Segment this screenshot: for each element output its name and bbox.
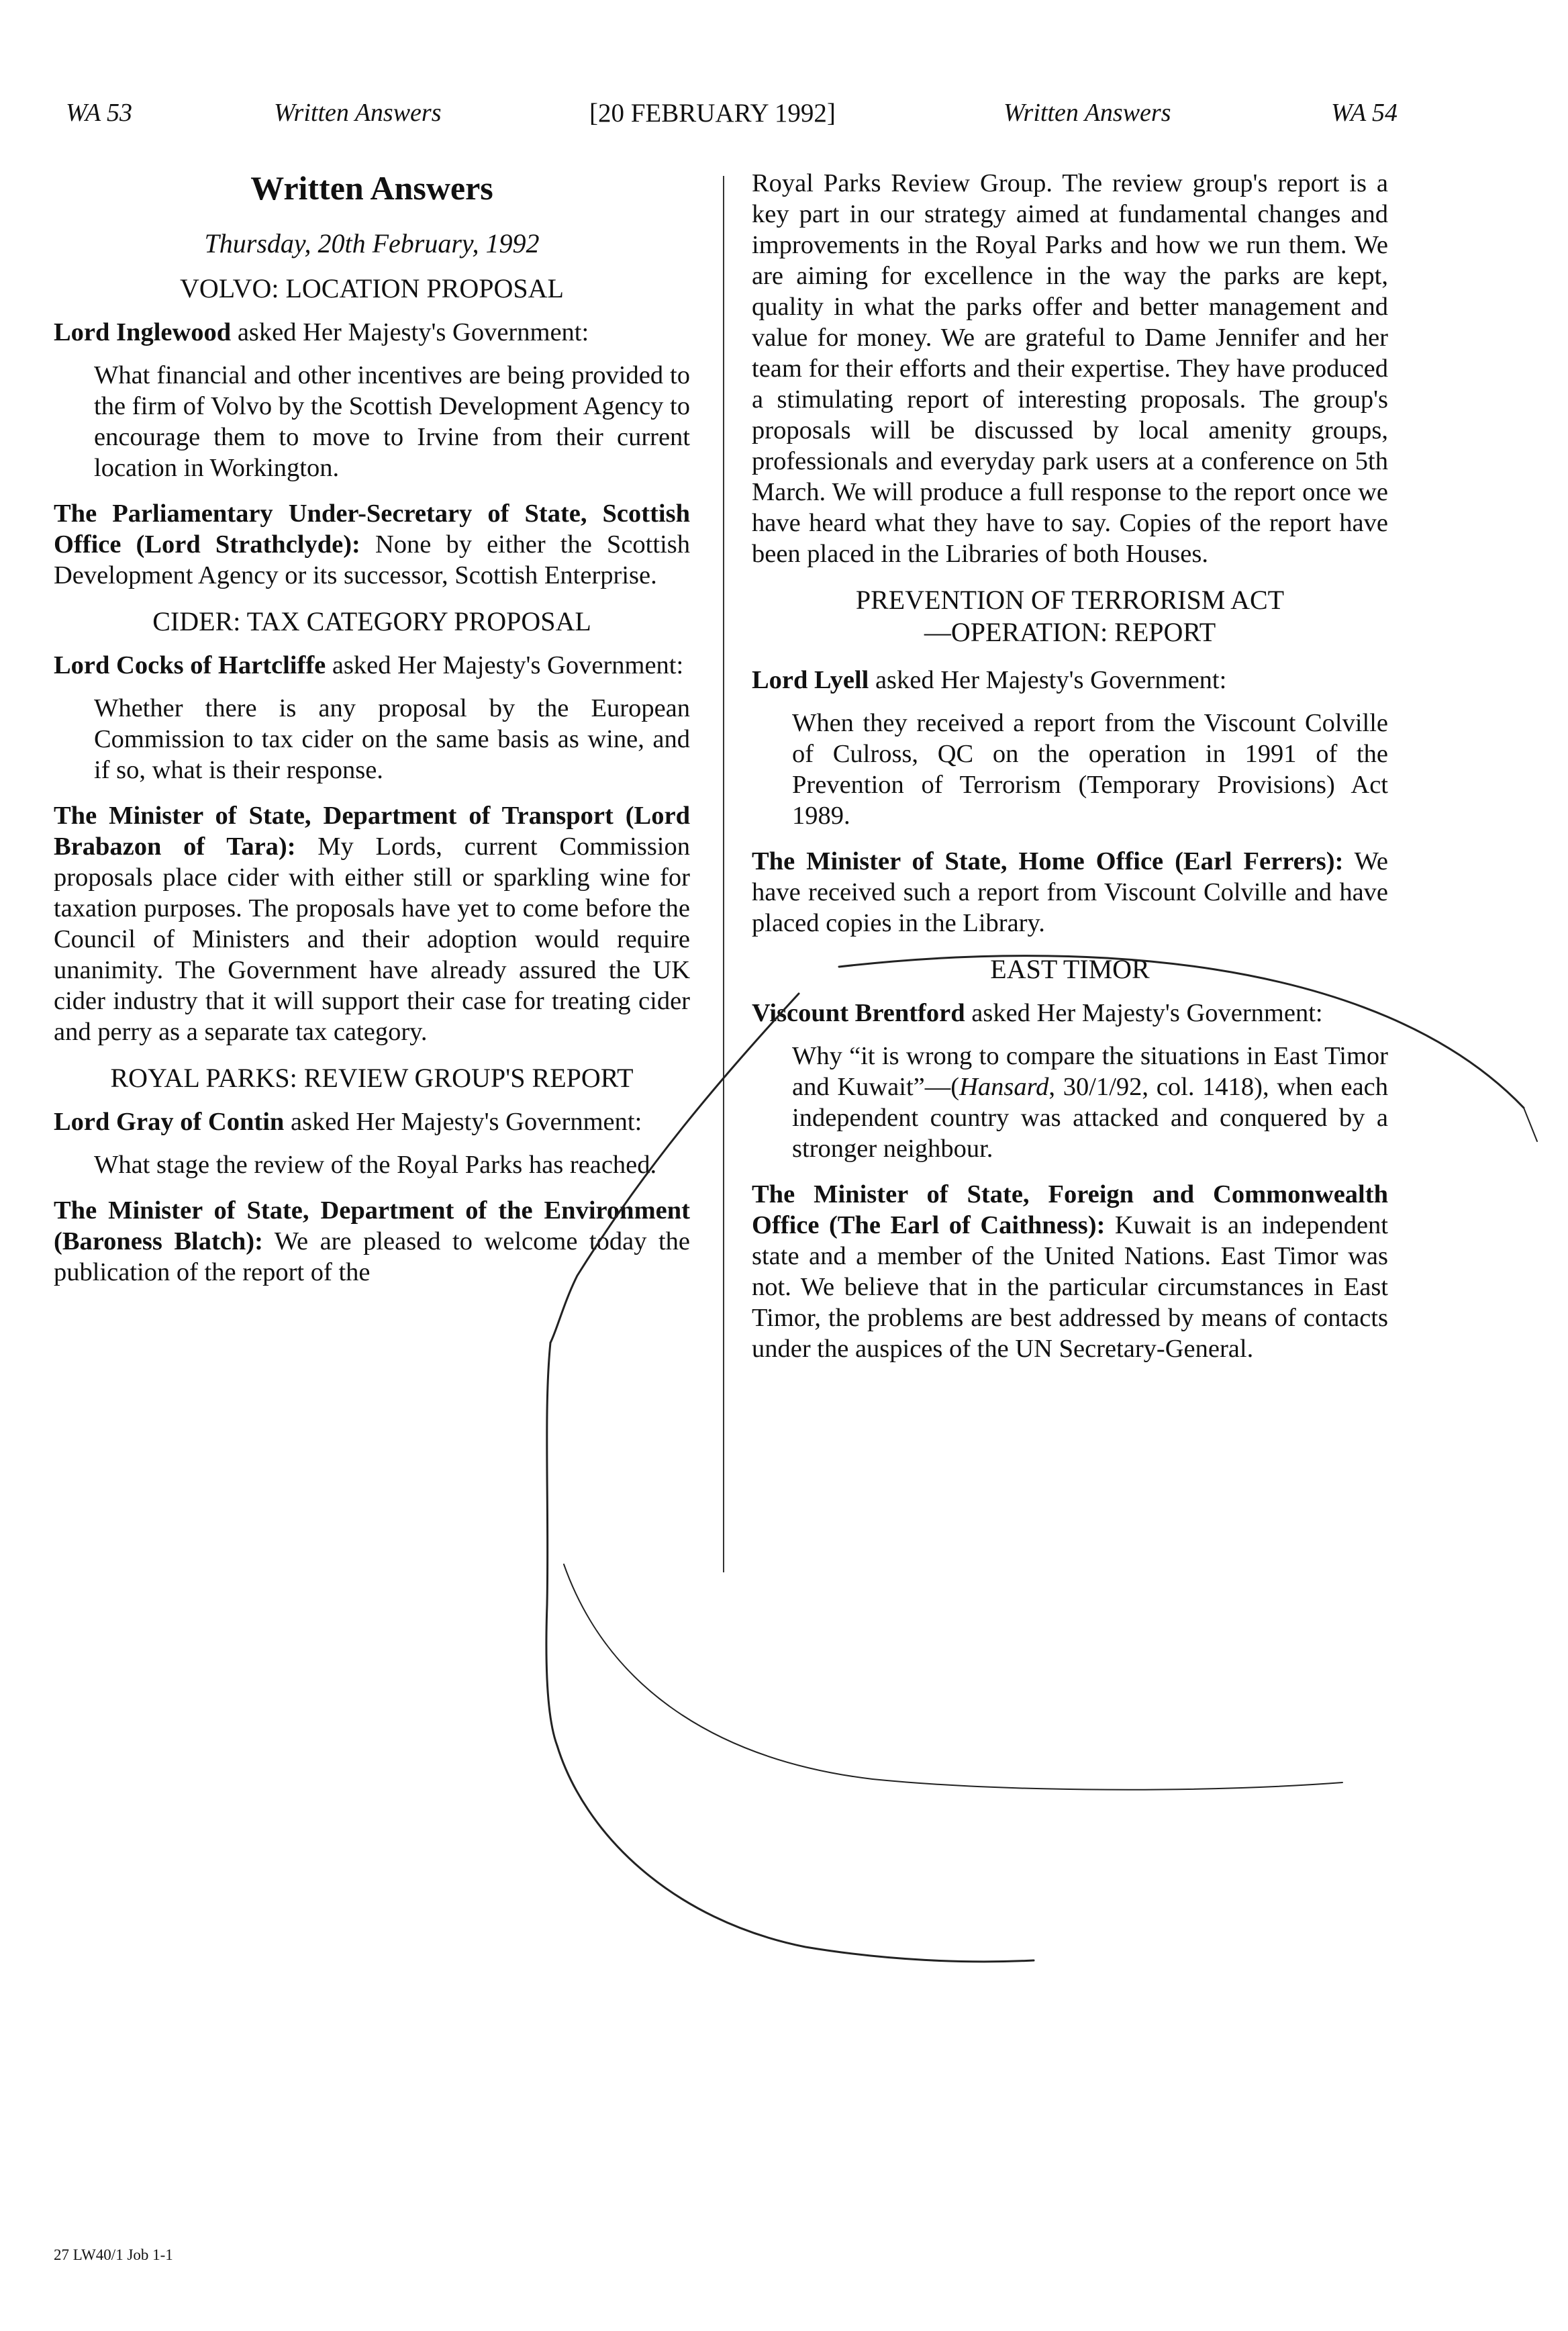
heading-terrorism-line1: PREVENTION OF TERRORISM ACT [855,585,1285,615]
minister-name: The Minister of State, Department of Transport (Lord Brabazon of Tara): [54,802,690,861]
question-text-terrorism: When they received a report from the Viscount Colville of Culross, QC on the operation in 1991 of the Prevention of Terrorism (Temporary Provisions) Act 1989. [792,709,1388,830]
asked-text: asked Her Majesty's Government: [231,318,589,346]
pen-stroke-curve [557,1746,1034,1962]
running-head [0,98,1568,138]
answer-timor [752,1179,1388,1364]
page-title: Written Answers [250,169,493,207]
right-column [752,168,1388,1379]
running-title-left: Written Answers [274,99,442,127]
asked-text: asked Her Majesty's Government: [965,999,1323,1027]
answer-text: None by either the Scottish Development Agency or its successor, Scottish Enterprise. [54,530,690,589]
answer-parks [54,1195,690,1288]
question-text-timor [792,1041,1388,1164]
question-parks [54,1106,690,1137]
print-job-footer: 27 LW40/1 Job 1-1 [54,2246,173,2263]
quote-part: Why “it is wrong to compare the situations in East Timor and Kuwait”—( [792,1042,1388,1101]
asker-name: Lord Inglewood [54,318,232,346]
heading-terrorism [752,584,1388,649]
pen-stroke-tail [1524,1108,1537,1141]
asker-name: Lord Lyell [752,666,869,694]
running-date: [20 FEBRUARY 1992] [589,99,836,128]
minister-name: The Minister of State, Department of the Environment (Baroness Blatch): [54,1196,690,1255]
page-number-right: WA 54 [1331,99,1398,127]
question-timor [752,998,1388,1029]
asked-text: asked Her Majesty's Government: [284,1108,642,1136]
heading-parks: ROYAL PARKS: REVIEW GROUP'S REPORT [110,1063,634,1093]
asker-name: Lord Cocks of Hartcliffe [54,651,326,679]
heading-timor: EAST TIMOR [990,954,1150,984]
question-text-cider: Whether there is any proposal by the European Commission to tax cider on the same basis as wine, and if so, what is their response. [94,694,690,784]
answer-cider [54,800,690,1047]
minister-name: The Parliamentary Under-Secretary of State, Scottish Office (Lord Strathclyde): [54,500,690,559]
minister-name: The Minister of State, Home Office (Earl Ferrers): [752,847,1344,875]
question-cider [54,650,690,681]
question-text-volvo: What financial and other incentives are being provided to the firm of Volvo by the Scottish Development Agency to encourage them to move to Irvine from their current location in Workington. [94,361,690,482]
answer-volvo [54,498,690,591]
asker-name: Lord Gray of Contin [54,1108,285,1136]
minister-name: The Minister of State, Foreign and Commonwealth Office (The Earl of Caithness): [752,1180,1388,1239]
column-divider [723,176,724,1572]
heading-volvo: VOLVO: LOCATION PROPOSAL [180,273,564,303]
sitting-date: Thursday, 20th February, 1992 [204,228,540,258]
left-column [54,168,690,1302]
answer-parks-continued: Royal Parks Review Group. The review group's report is a key part in our strategy aimed at fundamental changes and improvements in the Royal Parks and how we run them. We are aiming for excellence in the way the parks are kept, quality in what the parks offer and better management and value for money. We are grateful to Dame Jennifer and her team for their efforts and their expertise. They have produced a stimulating report of interesting proposals. The group's proposals will be discussed by local amenity groups, professionals and everyday park users at a conference on 5th March. We will produce a full response to the report once we have heard what they have to say. Copies of the report have been placed in the Libraries of both Houses. [752,169,1388,568]
answer-text: We are pleased to welcome today the publication of the report of the [54,1227,690,1286]
answer-text: We have received such a report from Viscount Colville and have placed copies in the Library. [752,847,1388,937]
asked-text: asked Her Majesty's Government: [326,651,684,679]
answer-terrorism [752,846,1388,939]
asked-text: asked Her Majesty's Government: [869,666,1227,694]
question-text-parks: What stage the review of the Royal Parks has reached. [94,1151,657,1179]
question-volvo [54,317,690,348]
heading-cider: CIDER: TAX CATEGORY PROPOSAL [152,606,591,636]
running-title-right: Written Answers [1003,99,1171,127]
answer-text: My Lords, current Commission proposals place cider with either still or sparkling wine for taxation purposes. The proposals have yet to come before the Council of Ministers and their adoption would require unanimity. The Government have already assured the UK cider industry that it will support their case for treating cider and perry as a separate tax category. [54,832,690,1046]
hansard-reference: Hansard [959,1073,1049,1101]
quote-part: , 30/1/92, col. 1418), when each independent country was attacked and conquered by a stronger neighbour. [792,1073,1388,1163]
asker-name: Viscount Brentford [752,999,965,1027]
answer-text: Kuwait is an independent state and a member of the United Nations. East Timor was not. We believe that in the particular circumstances in East Timor, the problems are best addressed by means of contacts under the auspices of the UN Secretary-General. [752,1211,1388,1363]
heading-terrorism-line2: —OPERATION: REPORT [924,617,1216,647]
pen-stroke-inner [564,1564,1342,1790]
question-terrorism [752,665,1388,696]
pen-stroke-vertical [546,1343,557,1746]
page-number-left: WA 53 [66,99,133,127]
